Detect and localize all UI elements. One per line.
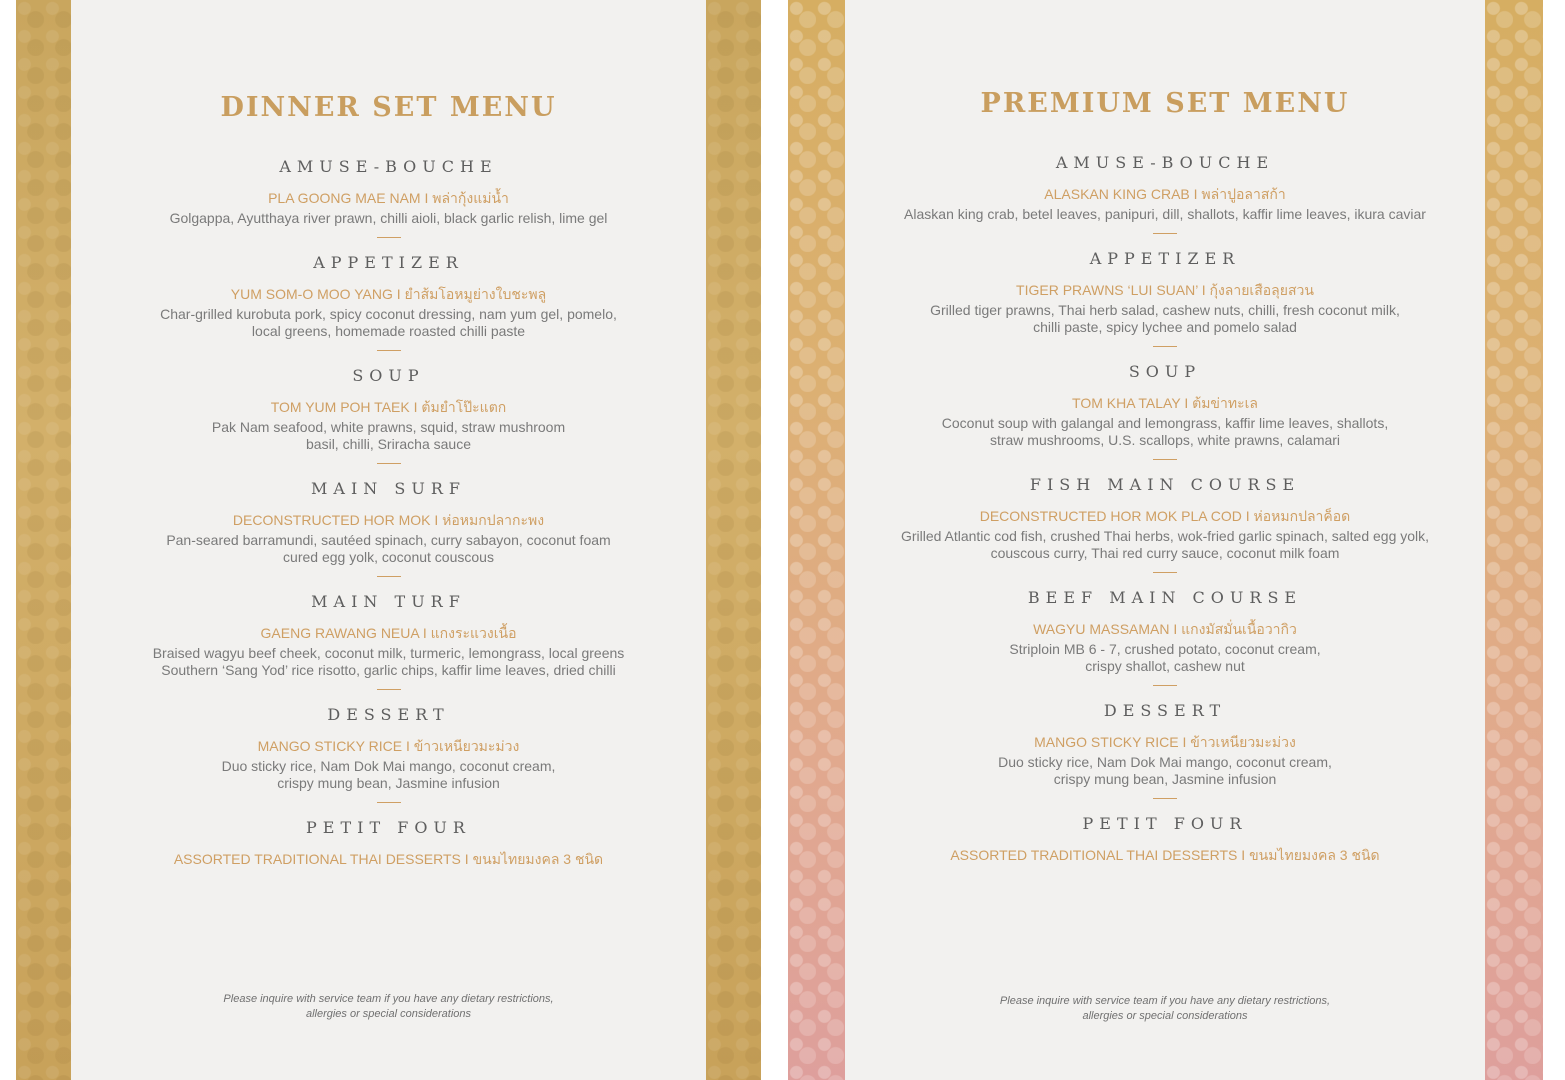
dish-name: PLA GOONG MAE NAM I พล่ากุ้งแม่น้ำ: [268, 190, 509, 206]
menu-title: PREMIUM SET MENU: [980, 88, 1350, 119]
dish-name: ASSORTED TRADITIONAL THAI DESSERTS I ขนมไทยมงคล 3 ชนิด: [173, 850, 604, 867]
dish-name: GAENG RAWANG NEUA I แกงระแวงเนื้อ: [260, 624, 517, 641]
course-amuse-bouche: [71, 157, 706, 228]
course-soup: [71, 366, 706, 454]
dish-description: Golgappa, Ayutthaya river prawn, chilli aioli, black garlic relish, lime gel: [169, 210, 608, 226]
ornamental-border-right: [1485, 0, 1543, 1080]
dish-name: YUM SOM-O MOO YANG I ยำส้มโอหมูย่างใบชะพลู: [230, 285, 547, 302]
divider: [1153, 798, 1177, 799]
ornamental-border-left: [788, 0, 845, 1080]
course-heading: DESSERT: [1103, 700, 1227, 720]
course-beef-main: [845, 588, 1485, 676]
divider: [1153, 233, 1177, 234]
dish-description: Alaskan king crab, betel leaves, panipuri, dill, shallots, kaffir lime leaves, ikura caviar: [904, 206, 1426, 222]
course-heading: SOUP: [1128, 361, 1202, 381]
dish-name: DECONSTRUCTED HOR MOK PLA COD I ห่อหมกปลาค็อด: [979, 507, 1351, 524]
dish-description: Duo sticky rice, Nam Dok Mai mango, coconut cream, crispy mung bean, Jasmine infusion: [221, 757, 556, 791]
dish-description: Pan-seared barramundi, sautéed spinach, curry sabayon, coconut foam cured egg yolk, coconut couscous: [166, 531, 611, 565]
course-heading: FISH MAIN COURSE: [1029, 474, 1301, 494]
course-heading: DESSERT: [327, 704, 450, 724]
course-heading: BEEF MAIN COURSE: [1027, 587, 1303, 607]
dish-description: Duo sticky rice, Nam Dok Mai mango, coconut cream, crispy mung bean, Jasmine infusion: [998, 753, 1332, 787]
dish-name: TOM KHA TALAY I ต้มข่าทะเล: [1072, 394, 1258, 411]
course-heading: APPETIZER: [313, 252, 464, 272]
menu-paper: [845, 0, 1485, 1080]
course-heading: PETIT FOUR: [306, 817, 471, 837]
course-list: [71, 157, 706, 868]
course-soup: [845, 362, 1485, 450]
divider: [377, 802, 401, 803]
ornamental-border-right: [706, 0, 761, 1080]
dietary-footnote: Please inquire with service team if you have any dietary restrictions, allergies or special considerations: [223, 993, 554, 1020]
dish-name: MANGO STICKY RICE I ข้าวเหนียวมะม่วง: [1034, 733, 1296, 750]
premium-menu-card: [788, 0, 1543, 1080]
divider: [1153, 572, 1177, 573]
divider: [377, 689, 401, 690]
course-main-surf: [71, 479, 706, 567]
dietary-footnote: Please inquire with service team if you have any dietary restrictions, allergies or special considerations: [999, 995, 1331, 1022]
course-heading: MAIN SURF: [311, 478, 466, 498]
dish-description: Pak Nam seafood, white prawns, squid, straw mushroom basil, chilli, Sriracha sauce: [211, 418, 566, 452]
course-heading: SOUP: [352, 365, 425, 385]
dinner-menu-card: [16, 0, 761, 1080]
divider: [1153, 685, 1177, 686]
course-dessert: [845, 701, 1485, 789]
dish-name: DECONSTRUCTED HOR MOK I ห่อหมกปลากะพง: [232, 511, 545, 528]
dish-name: TIGER PRAWNS ‘LUI SUAN’ I กุ้งลายเสือลุยสวน: [1016, 281, 1314, 298]
dish-name: ALASKAN KING CRAB I พล่าปูอลาสก้า: [1044, 186, 1286, 202]
dish-name: TOM YUM POH TAEK I ต้มยำโป๊ะแตก: [270, 398, 507, 415]
course-heading: APPETIZER: [1089, 248, 1241, 268]
course-heading: PETIT FOUR: [1082, 813, 1248, 833]
course-dessert: [71, 705, 706, 793]
course-list: [845, 153, 1485, 864]
menu-title: DINNER SET MENU: [220, 92, 557, 123]
dish-name: WAGYU MASSAMAN I แกงมัสมั่นเนื้อวากิว: [1033, 620, 1297, 637]
dish-description: Char-grilled kurobuta pork, spicy coconut dressing, nam yum gel, pomelo, local greens, homemade roasted chilli paste: [160, 305, 617, 339]
course-heading: MAIN TURF: [311, 591, 466, 611]
course-petit-four: [845, 814, 1485, 864]
divider: [377, 576, 401, 577]
dish-description: Coconut soup with galangal and lemongrass, kaffir lime leaves, shallots, straw mushrooms, U.S. scallops, white prawns, calamari: [941, 414, 1389, 448]
divider: [1153, 346, 1177, 347]
dish-name: ASSORTED TRADITIONAL THAI DESSERTS I ขนมไทยมงคล 3 ชนิด: [950, 846, 1380, 863]
dish-name: MANGO STICKY RICE I ข้าวเหนียวมะม่วง: [257, 737, 520, 754]
course-appetizer: [71, 253, 706, 341]
menu-paper: [71, 0, 706, 1080]
divider: [377, 237, 401, 238]
dish-description: Braised wagyu beef cheek, coconut milk, turmeric, lemongrass, local greens Southern ‘Sang Yod’ rice risotto, garlic chips, kaffir lime leaves, dried chilli: [152, 644, 625, 678]
course-main-turf: [71, 592, 706, 680]
ornamental-border-left: [16, 0, 71, 1080]
dish-description: Grilled tiger prawns, Thai herb salad, cashew nuts, chilli, fresh coconut milk, chilli paste, spicy lychee and pomelo salad: [930, 301, 1400, 335]
course-amuse-bouche: [845, 153, 1485, 224]
dish-description: Striploin MB 6 - 7, crushed potato, coconut cream, crispy shallot, cashew nut: [1009, 640, 1321, 674]
divider: [377, 350, 401, 351]
course-fish-main: [845, 475, 1485, 563]
dish-description: Grilled Atlantic cod fish, crushed Thai herbs, wok-fried garlic spinach, salted egg yolk, couscous curry, Thai red curry sauce, coconut milk foam: [900, 527, 1430, 561]
divider: [1153, 459, 1177, 460]
course-heading: AMUSE-BOUCHE: [279, 157, 498, 176]
divider: [377, 463, 401, 464]
course-heading: AMUSE-BOUCHE: [1055, 153, 1275, 172]
course-petit-four: [71, 818, 706, 868]
course-appetizer: [845, 249, 1485, 337]
